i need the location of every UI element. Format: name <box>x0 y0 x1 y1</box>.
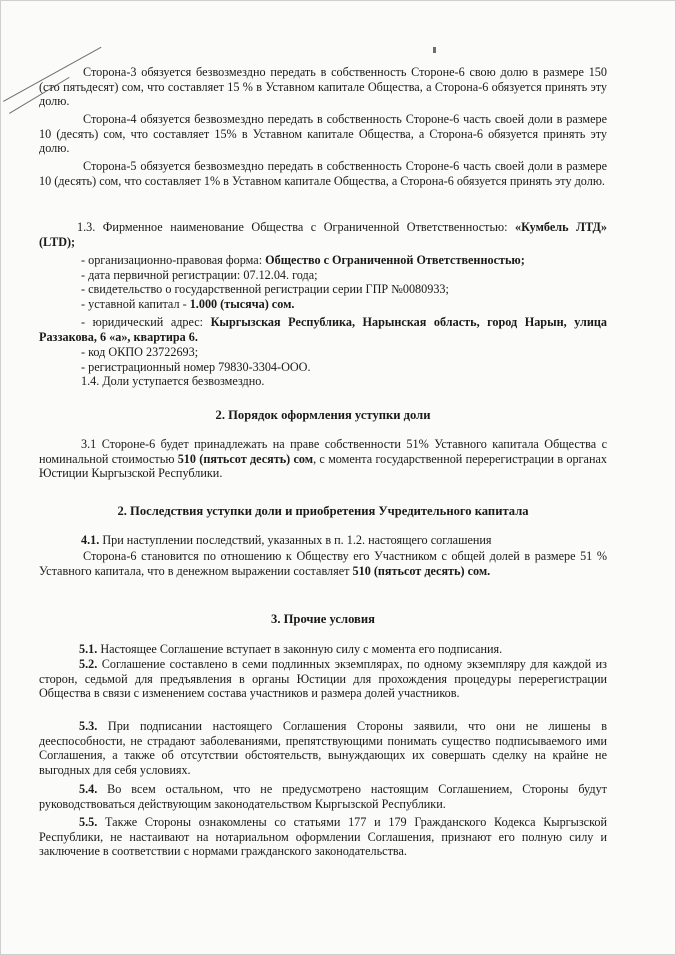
charter-capital-line <box>81 297 621 312</box>
charter-capital-label: - уставной капитал - <box>81 296 190 311</box>
clause-5-4-text: Во всем остальном, что не предусмотрено настоящим Соглашением, Стороны будут руководствоваться действующим законодательством Кыргызской Республики. <box>39 782 607 811</box>
section-3-heading: 3. Прочие условия <box>271 612 375 626</box>
section-2-heading: 2. Порядок оформления уступки доли <box>215 408 431 422</box>
clause-5-5-text: Также Стороны ознакомлены со статьями 177 и 179 Гражданского Кодекса Кыргызской Республики, не настаивают на нотариальном оформлении Соглашения, признают его полную силу и заключение в соответствии с нормами гражданского законодательства. <box>39 815 607 859</box>
legal-address-line <box>39 315 607 344</box>
company-name-label: 1.3. Фирменное наименование Общества с Ограниченной Ответственностью: <box>77 220 516 234</box>
transfer-paragraph-party4: Сторона-4 обязуется безвозмездно передать в собственность Стороне-6 часть своей доли в размере 10 (десять) сом, что составляет 15% в Уставном капитале Общества, а Сторона-6 обязуется принять эту долю. <box>39 112 607 156</box>
clause-1-4: 1.4. Доли уступается безвозмездно. <box>81 374 265 389</box>
clause-4-1 <box>39 533 607 548</box>
clause-5-4-number: 5.4. <box>79 782 98 796</box>
legal-form-label: - организационно-правовая форма: <box>81 253 266 267</box>
clause-5-2-number: 5.2. <box>79 657 98 671</box>
clause-5-3 <box>39 719 607 777</box>
clause-5-3-number: 5.3. <box>79 719 98 733</box>
company-name-value: «Кумбель ЛТД» (LTD); <box>39 220 607 249</box>
registration-number-line: - регистрационный номер 79830-3304-ООО. <box>81 359 311 374</box>
clause-5-3-text: При подписании настоящего Соглашения Стороны заявили, что они не лишены в дееспособности, не страдают заболеваниями, препятствующими понимать существо подписываемого ими Соглашения, а также об отсутствии обстоятельств, вынуждающих их совершать сделку на крайне не выгодных для себя условиях. <box>39 719 607 777</box>
clause-4-1-continuation <box>39 549 607 578</box>
legal-form-value: Общество с Ограниченной Ответственностью; <box>265 253 525 267</box>
clause-4-1-continuation-text: Сторона-6 становится по отношению к Обществу его Участником с общей долей в размере 51 % Уставного капитала, что в денежном выражении составляет <box>39 549 607 578</box>
clause-5-1-number: 5.1. <box>79 642 98 656</box>
company-codes-list <box>81 345 621 389</box>
registration-certificate-line: - свидетельство о государственной регистрации серии ГПР №0080933; <box>81 282 449 297</box>
clause-3-1-amount: 510 (пятьсот десять) сом <box>177 451 314 466</box>
scan-mark-dot <box>433 47 436 53</box>
clause-5-2 <box>39 657 607 701</box>
transfer-paragraph-party3: Сторона-3 обязуется безвозмездно передать в собственность Стороне-6 свою долю в размере 150 (сто пятьдесят) сом, что составляет 15 % в Уставном капитале Общества, а Сторона-6 обязуется принять эту долю. <box>39 65 607 109</box>
section-2b-heading: 2. Последствия уступки доли и приобретения Учредительного капитала <box>117 504 529 518</box>
clause-5-4 <box>39 782 607 811</box>
company-details-list <box>81 253 621 311</box>
clause-5-2-text: Соглашение составлено в семи подлинных экземплярах, по одному экземпляру для каждой из сторон, седьмой для предъявления в органы Юстиции для прохождения процедуры перерегистрации Общества в связи с изменением состава участников и размера долей участников. <box>39 657 607 701</box>
registration-date-line: - дата первичной регистрации: 07.12.04. года; <box>81 267 318 282</box>
company-name-clause <box>39 220 607 249</box>
clause-4-1-number: 4.1. <box>81 533 100 547</box>
legal-address-label: - юридический адрес: <box>81 315 211 329</box>
clause-4-1-amount: 510 (пятьсот десять) сом. <box>352 563 491 578</box>
legal-address-value: Кыргызская Республика, Нарынская область, город Нарын, улица Раззакова, 6 «а», квартира 6. <box>39 315 607 344</box>
clause-4-1-text: При наступлении последствий, указанных в п. 1.2. настоящего соглашения <box>99 533 492 547</box>
charter-capital-value: 1.000 (тысяча) сом. <box>189 296 295 311</box>
clause-3-1 <box>39 437 607 481</box>
clause-3-1-text: 3.1 Стороне-6 будет принадлежать на праве собственности 51% Уставного капитала Общества с номинальной стоимостью <box>39 437 607 466</box>
clause-5-5-number: 5.5. <box>79 815 98 829</box>
clause-3-1-tail: , с момента государственной перерегистрации в органах Юстиции Кыргызской Республики. <box>39 451 607 481</box>
okpo-code-line: - код ОКПО 23722693; <box>81 345 199 359</box>
clause-5-1-text: Настоящее Соглашение вступает в законную силу с момента его подписания. <box>97 642 503 656</box>
clause-5-5 <box>39 815 607 859</box>
clause-5-1 <box>39 642 607 657</box>
legal-form-line <box>81 253 621 268</box>
transfer-paragraph-party5: Сторона-5 обязуется безвозмездно передать в собственность Стороне-6 часть своей доли в размере 10 (десять) сом, что составляет 1% в Уставном капитале Общества, а Сторона-6 обязуется принять эту долю. <box>39 159 607 188</box>
